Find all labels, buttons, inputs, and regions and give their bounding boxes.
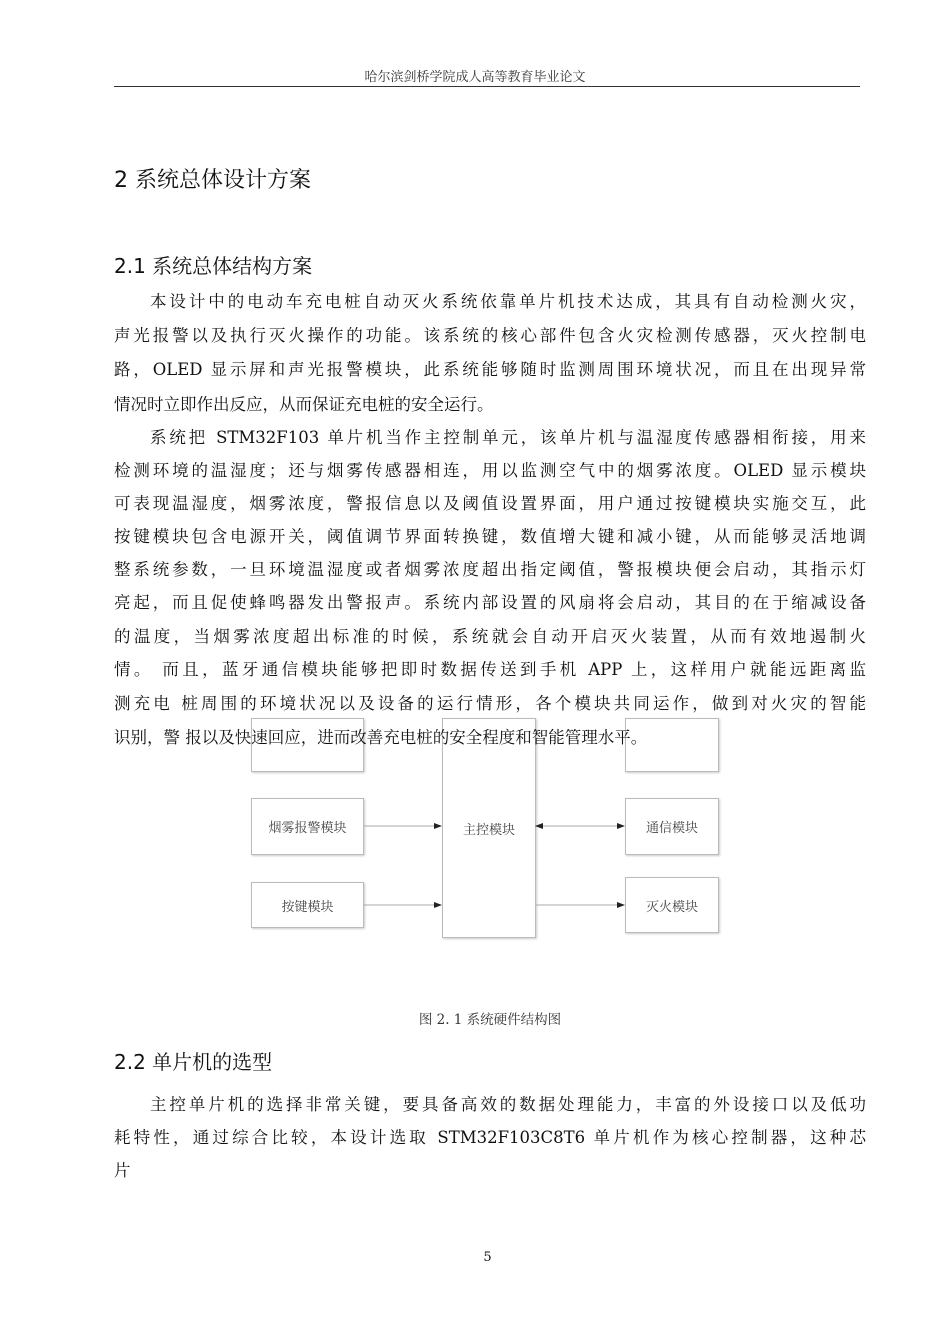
paragraph-line: 片 bbox=[114, 1161, 131, 1180]
paragraph-line: 可表现温湿度，烟雾浓度，警报信息以及阈值设置界面，用户通过按键模块实施交互，此 bbox=[114, 494, 866, 513]
paragraph-line: 路，OLED 显示屏和声光报警模块，此系统能够随时监测周围环境状况，而且在出现异常 bbox=[114, 360, 866, 379]
section-title: 2.1 系统总体结构方案 bbox=[114, 254, 313, 278]
paragraph-line: 系统把 STM32F103 单片机当作主控制单元，该单片机与温湿度传感器相衔接，用来 bbox=[150, 428, 866, 447]
page-header: 哈尔滨剑桥学院成人高等教育毕业论文 bbox=[364, 70, 586, 85]
diagram-box-smoke: 烟雾报警模块 bbox=[251, 798, 364, 855]
figure-caption: 图 2. 1 系统硬件结构图 bbox=[418, 1012, 562, 1028]
paragraph-line: 本设计中的电动车充电桩自动灭火系统依靠单片机技术达成，其具有自动检测火灾， bbox=[150, 292, 866, 311]
paragraph-line: 亮起，而且促使蜂鸣器发出警报声。系统内部设置的风扇将会启动，其目的在于缩减设备 bbox=[114, 593, 866, 612]
paragraph-line: 检测环境的温湿度；还与烟雾传感器相连，用以监测空气中的烟雾浓度。OLED 显示模块 bbox=[114, 461, 866, 480]
paragraph-line: 测充电 桩周围的环境状况以及设备的运行情形，各个模块共同运作，做到对火灾的智能 bbox=[114, 694, 866, 713]
diagram-box-main: 主控模块 bbox=[442, 718, 536, 938]
page-number: 5 bbox=[483, 1250, 492, 1265]
section-title: 2.2 单片机的选型 bbox=[114, 1050, 273, 1074]
paragraph-line: 的温度，当烟雾浓度超出标准的时候，系统就会自动开启灭火装置，从而有效地遏制火 bbox=[114, 627, 866, 646]
diagram-box-comm: 通信模块 bbox=[625, 798, 719, 855]
paragraph-line: 情。 而且，蓝牙通信模块能够把即时数据传送到手机 APP 上，这样用户就能远距离监 bbox=[114, 660, 866, 679]
paragraph-line: 整系统参数，一旦环境温湿度或者烟雾浓度超出指定阈值，警报模块便会启动，其指示灯 bbox=[114, 560, 866, 579]
paragraph-line: 声光报警以及执行灭火操作的功能。该系统的核心部件包含火灾检测传感器，灭火控制电 bbox=[114, 326, 866, 345]
paragraph-line: 情况时立即作出反应，从而保证充电桩的安全运行。 bbox=[114, 395, 494, 414]
paragraph-line: 识别，警 报以及快速回应，进而改善充电桩的安全程度和智能管理水平。 bbox=[114, 728, 648, 747]
paragraph-line: 耗特性，通过综合比较，本设计选取 STM32F103C8T6 单片机作为核心控制器，这种芯 bbox=[114, 1128, 866, 1147]
paragraph-line: 主控单片机的选择非常关键，要具备高效的数据处理能力，丰富的外设接口以及低功 bbox=[150, 1095, 866, 1114]
diagram-box-key: 按键模块 bbox=[251, 882, 364, 928]
chapter-title: 2 系统总体设计方案 bbox=[114, 168, 311, 193]
paragraph-line: 按键模块包含电源开关，阈值调节界面转换键，数值增大键和减小键，从而能够灵活地调 bbox=[114, 527, 866, 546]
diagram-box-fire: 灭火模块 bbox=[625, 877, 719, 933]
